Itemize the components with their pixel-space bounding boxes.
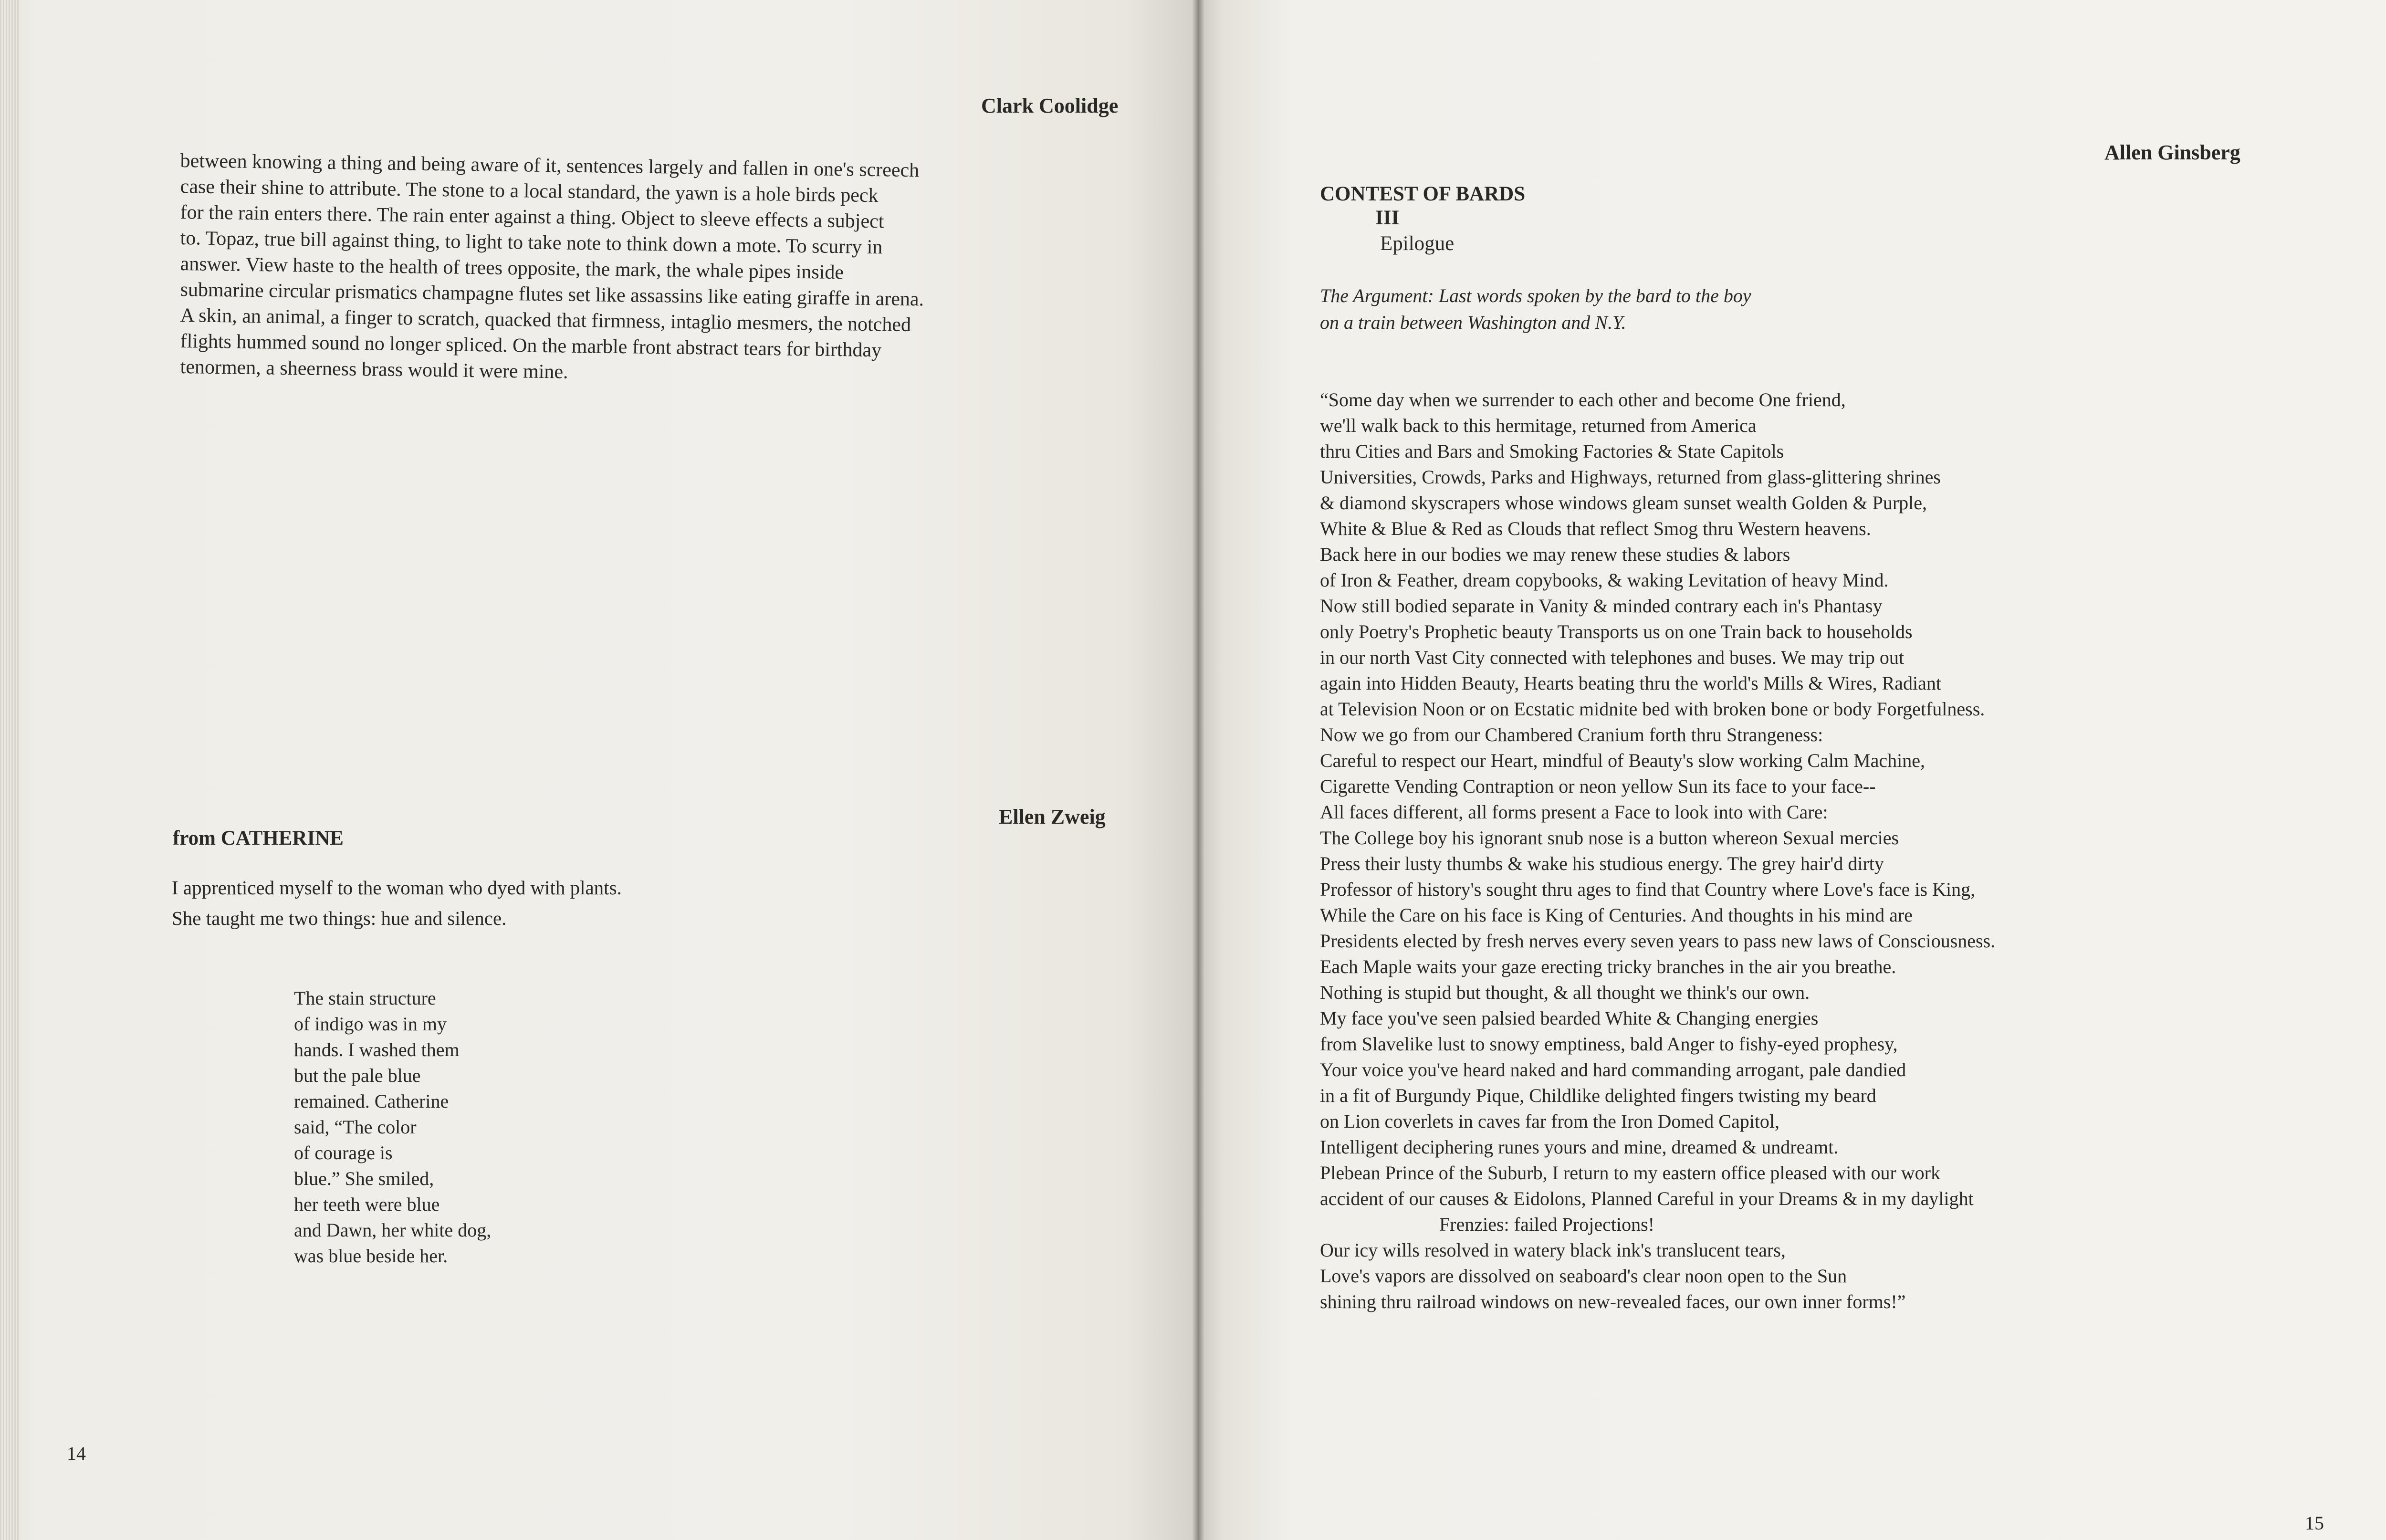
poem-line: Love's vapors are dissolved on seaboard's clear noon open to the Sun: [1320, 1265, 1847, 1287]
prose-line: between knowing a thing and being aware of it, sentences largely and fallen in one's screech: [180, 150, 920, 182]
right-page: [1198, 0, 2386, 1540]
prose-line: tenormen, a sheerness brass would it were mine.: [180, 356, 568, 383]
poem-line: in our north Vast City connected with telephones and buses. We may trip out: [1320, 647, 1904, 668]
poem-line: but the pale blue: [294, 1065, 421, 1086]
poem-line: thru Cities and Bars and Smoking Factories & State Capitols: [1320, 440, 1784, 462]
prose-line: answer. View haste to the health of trees opposite, the mark, the whale pipes inside: [180, 253, 844, 284]
poem-line: of courage is: [294, 1142, 393, 1163]
page-number-left: 14: [67, 1443, 86, 1464]
poem-line: hands. I washed them: [294, 1039, 460, 1060]
poem-line: All faces different, all forms present a Face to look into with Care:: [1320, 801, 1828, 823]
poem-line: in a fit of Burgundy Pique, Childlike delighted fingers twisting my beard: [1320, 1085, 1876, 1106]
poem-line: Plebean Prince of the Suburb, I return to my eastern office pleased with our work: [1320, 1162, 1940, 1184]
zweig-intro-line: She taught me two things: hue and silence.: [172, 907, 507, 929]
prose-line: to. Topaz, true bill against thing, to light to take note to think down a mote. To scurry in: [180, 227, 883, 259]
poem-line: Frenzies: failed Projections!: [1439, 1214, 1654, 1235]
poem-line: Nothing is stupid but thought, & all thought we think's our own.: [1320, 982, 1810, 1003]
poem-line: from Slavelike lust to snowy emptiness, bald Anger to fishy-eyed prophesy,: [1320, 1033, 1898, 1055]
poem-line: of indigo was in my: [294, 1013, 447, 1035]
poem-line: & diamond skyscrapers whose windows gleam sunset wealth Golden & Purple,: [1320, 492, 1927, 513]
poem-line: “Some day when we surrender to each other and become One friend,: [1320, 389, 1846, 410]
poem-line: Cigarette Vending Contraption or neon yellow Sun its face to your face--: [1320, 775, 1876, 797]
poem-line: of Iron & Feather, dream copybooks, & waking Levitation of heavy Mind.: [1320, 569, 1889, 591]
book-spine: [1192, 0, 1204, 1540]
prose-line: for the rain enters there. The rain enter against a thing. Object to sleeve effects a subject: [180, 201, 884, 233]
coolidge-author: Clark Coolidge: [981, 94, 1119, 117]
poem-line: Intelligent deciphering runes yours and mine, dreamed & undreamt.: [1320, 1136, 1839, 1158]
poem-line: Back here in our bodies we may renew these studies & labors: [1320, 544, 1790, 565]
poem-line: While the Care on his face is King of Centuries. And thoughts in his mind are: [1320, 904, 1913, 926]
poem-line: The College boy his ignorant snub nose is a button whereon Sexual mercies: [1320, 827, 1899, 849]
ginsberg-subtitle: Epilogue: [1380, 232, 1455, 255]
poem-line: Universities, Crowds, Parks and Highways, returned from glass-glittering shrines: [1320, 466, 1941, 488]
poem-line: we'll walk back to this hermitage, returned from America: [1320, 415, 1757, 436]
ginsberg-section: III: [1375, 207, 1400, 229]
poem-line: My face you've seen palsied bearded White & Changing energies: [1320, 1007, 1819, 1029]
poem-line: blue.” She smiled,: [294, 1168, 434, 1189]
poem-line: The stain structure: [294, 987, 436, 1009]
poem-line: Professor of history's sought thru ages to find that Country where Love's face is King,: [1320, 879, 1976, 900]
argument-line: on a train between Washington and N.Y.: [1320, 312, 1626, 333]
ginsberg-author: Allen Ginsberg: [2104, 141, 2240, 164]
poem-line: White & Blue & Red as Clouds that reflect Smog thru Western heavens.: [1320, 518, 1871, 539]
poem-line: Presidents elected by fresh nerves every seven years to pass new laws of Consciousness.: [1320, 930, 1996, 952]
poem-line: said, “The color: [294, 1116, 417, 1138]
prose-line: case their shine to attribute. The stone to a local standard, the yawn is a hole birds peck: [180, 176, 879, 207]
poem-line: Now still bodied separate in Vanity & minded contrary each in's Phantasy: [1320, 595, 1883, 617]
poem-line: accident of our causes & Eidolons, Planned Careful in your Dreams & in my daylight: [1320, 1188, 1974, 1209]
poem-line: Our icy wills resolved in watery black ink's translucent tears,: [1320, 1239, 1786, 1261]
zweig-author: Ellen Zweig: [999, 805, 1106, 828]
poem-line: Now we go from our Chambered Cranium forth thru Strangeness:: [1320, 724, 1823, 745]
poem-line: Press their lusty thumbs & wake his studious energy. The grey hair'd dirty: [1320, 853, 1884, 874]
poem-line: Your voice you've heard naked and hard commanding arrogant, pale dandied: [1320, 1059, 1906, 1080]
zweig-title: from CATHERINE: [173, 827, 344, 849]
ginsberg-title: CONTEST OF BARDS: [1320, 183, 1526, 205]
poem-line: Careful to respect our Heart, mindful of Beauty's slow working Calm Machine,: [1320, 750, 1926, 771]
zweig-intro-line: I apprenticed myself to the woman who dyed with plants.: [172, 877, 622, 899]
poem-line: her teeth were blue: [294, 1194, 440, 1215]
poem-line: shining thru railroad windows on new-revealed faces, our own inner forms!”: [1320, 1291, 1906, 1312]
poem-line: only Poetry's Prophetic beauty Transports us on one Train back to households: [1320, 621, 1913, 642]
prose-line: flights hummed sound no longer spliced. On the marble front abstract tears for birthday: [180, 330, 882, 362]
argument-line: The Argument: Last words spoken by the bard to the boy: [1320, 285, 1751, 306]
poem-line: was blue beside her.: [294, 1245, 448, 1267]
poem-line: at Television Noon or on Ecstatic midnite bed with broken bone or body Forgetfulness.: [1320, 698, 1985, 720]
prose-line: submarine circular prismatics champagne flutes set like assassins like eating giraffe in arena.: [180, 279, 924, 311]
poem-line: Each Maple waits your gaze erecting tricky branches in the air you breathe.: [1320, 956, 1896, 977]
poem-line: remained. Catherine: [294, 1090, 449, 1112]
prose-line: A skin, an animal, a finger to scratch, quacked that firmness, intaglio mesmers, the notched: [180, 304, 911, 336]
poem-line: on Lion coverlets in caves far from the Iron Domed Capitol,: [1320, 1110, 1780, 1132]
page-number-right: 15: [2305, 1512, 2324, 1534]
poem-line: and Dawn, her white dog,: [294, 1219, 492, 1241]
poem-line: again into Hidden Beauty, Hearts beating thru the world's Mills & Wires, Radiant: [1320, 672, 1942, 694]
page-edge: [0, 0, 19, 1540]
